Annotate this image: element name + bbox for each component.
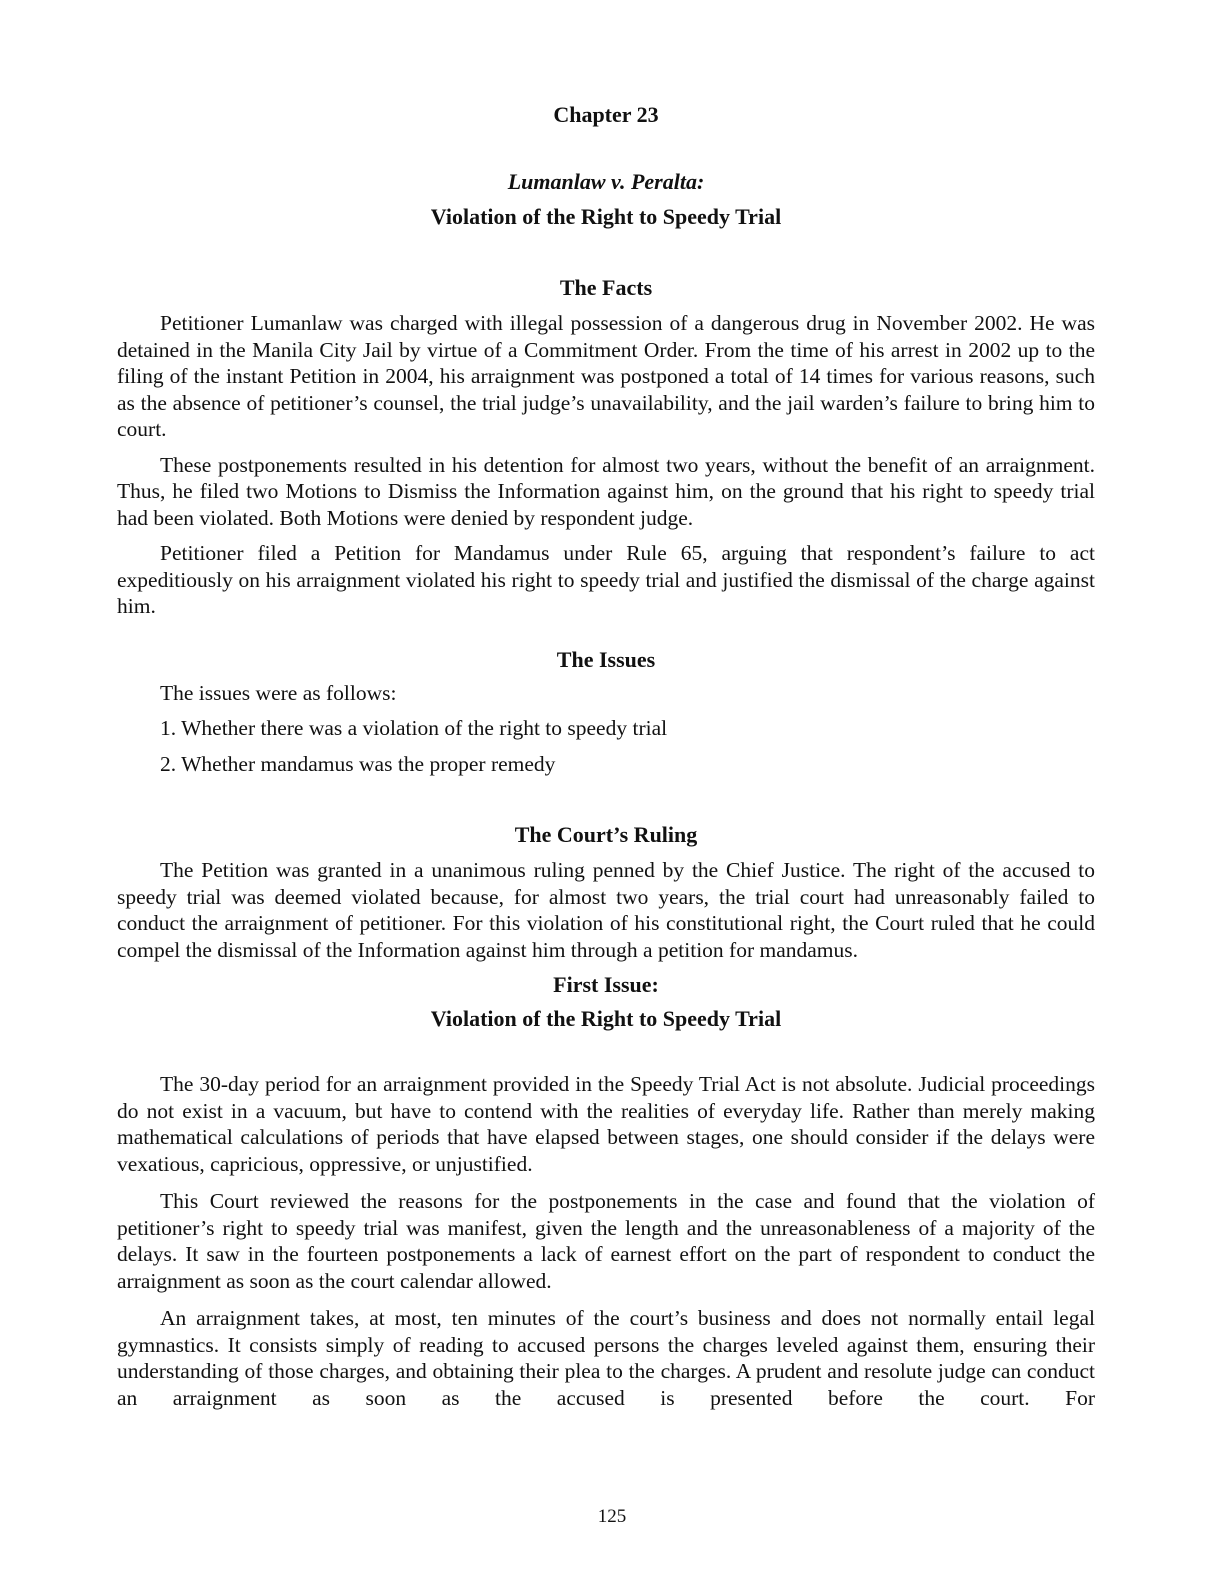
ruling-paragraph: The Petition was granted in a unanimous ruling penned by the Chief Justice. The right of the accused to speedy trial was deemed violated because, for almost two years, the trial court had unreasonably failed to conduct the arraignment of petitioner. For this violation of his constitutional right, the Court ruled that he could compel the dismissal of the Information against him through a petition for mandamus. — [117, 858, 1095, 962]
first-issue-paragraph-1: The 30-day period for an arraignment provided in the Speedy Trial Act is not absolute. Judicial proceedings do not exist in a vacuum, but have to contend with the realities of everyday life. Rather than merely making mathematical calculations of periods that have elapsed between stages, one should consider if the delays were vexatious, capricious, oppressive, or unjustified. — [117, 1072, 1095, 1176]
chapter-subtitle: Violation of the Right to Speedy Trial — [430, 204, 782, 229]
issues-intro: The issues were as follows: — [160, 680, 397, 705]
facts-paragraph-2: These postponements resulted in his detention for almost two years, without the benefit of an arraignment. Thus, he filed two Motions to Dismiss the Information against him, on the ground that his right to speedy trial had been violated. Both Motions were denied by respondent judge. — [117, 452, 1095, 530]
page-content — [117, 0, 1095, 1411]
case-title: Lumanlaw v. Peralta: — [507, 169, 705, 194]
facts-paragraph-1: Petitioner Lumanlaw was charged with illegal possession of a dangerous drug in November 2002. He was detained in the Manila City Jail by virtue of a Commitment Order. From the time of his arrest in 2002 up to the filing of the instant Petition in 2004, his arraignment was postponed a total of 14 times for various reasons, such as the absence of petitioner’s counsel, the trial judge’s unavailability, and the jail warden’s failure to bring him to court. — [117, 311, 1095, 441]
first-issue-heading: First Issue: — [553, 972, 659, 997]
facts-paragraph-3: Petitioner filed a Petition for Mandamus under Rule 65, arguing that respondent’s failure to act expeditiously on his arraignment violated his right to speedy trial and justified the dismissal of the charge against him. — [117, 541, 1095, 618]
first-issue-paragraph-2: This Court reviewed the reasons for the postponements in the case and found that the violation of petitioner’s right to speedy trial was manifest, given the length and the unreasonableness of a majority of the delays. It saw in the fourteen postponements a lack of earnest effort on the part of respondent to conduct the arraignment as soon as the court calendar allowed. — [117, 1189, 1095, 1293]
facts-heading: The Facts — [559, 275, 653, 300]
page-number: 125 — [597, 1506, 627, 1527]
chapter-heading: Chapter 23 — [553, 102, 659, 127]
first-issue-paragraph-3: An arraignment takes, at most, ten minutes of the court’s business and does not normally entail legal gymnastics. It consists simply of reading to accused persons the charges leveled against them, ensuring their understanding of those charges, and obtaining their plea to the charges. A prudent and resolute judge can conduct an arraignment as soon as the accused is presented before the court. For — [117, 1306, 1095, 1410]
issue-item-2: 2. Whether mandamus was the proper remedy — [160, 751, 556, 776]
issues-heading: The Issues — [556, 646, 656, 672]
first-issue-subheading: Violation of the Right to Speedy Trial — [430, 1006, 782, 1031]
issue-item-1: 1. Whether there was a violation of the right to speedy trial — [160, 716, 668, 740]
ruling-heading: The Court’s Ruling — [514, 822, 698, 847]
